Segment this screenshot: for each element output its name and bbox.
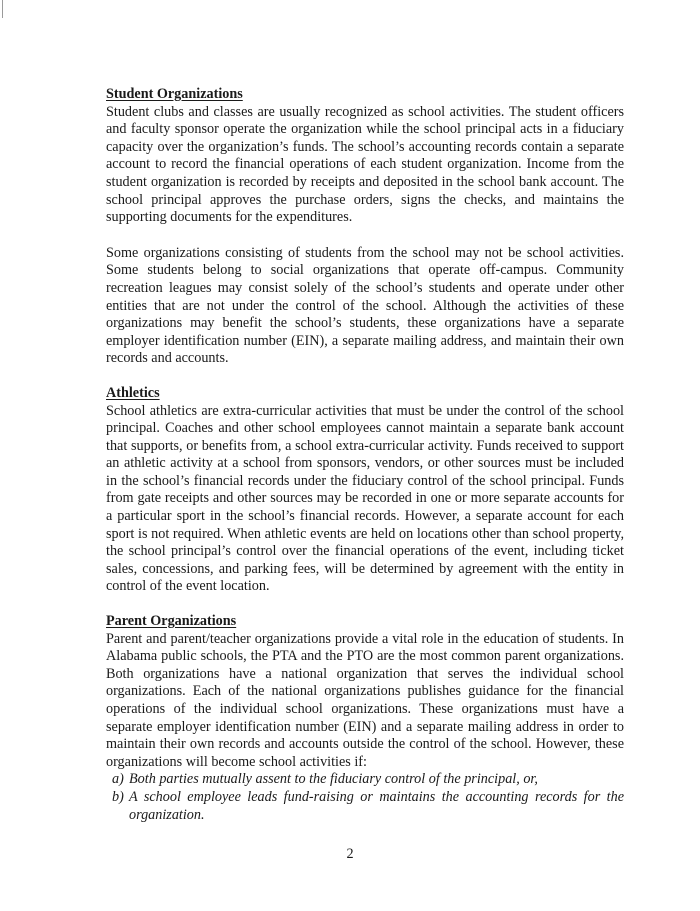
section-heading-student-organizations: Student Organizations xyxy=(106,86,243,102)
paragraph-athletics-1: School athletics are extra-curricular activities that must be under the control of the school principal. Coaches and other school employees cannot maintain a separate bank account that supports, or benefits from, a school extra-curricular activity. Funds received to support an athletic activity at a school from sponsors, vendors, or other sources must be included in the school’s financial records under the fiduciary control of the school principal. Funds from gate receipts and other sources may be recorded in one or more separate accounts for a particular sport in the school’s financial records. However, a separate account for each sport is not required. When athletic events are held on locations other than school property, the school principal’s control over the financial operations of the event, including ticket sales, concessions, and parking fees, will be determined by agreement with the entity in control of the event location. xyxy=(106,402,624,595)
list-item-text: Both parties mutually assent to the fiduciary control of the principal, or, xyxy=(129,771,538,788)
section-gap xyxy=(106,596,624,613)
section-gap xyxy=(106,368,624,385)
paragraph-student-orgs-1: Student clubs and classes are usually recognized as school activities. The student officers and faculty sponsor operate the organization while the school principal acts in a fiduciary capacity over the organization’s funds. The school’s accounting records contain a separate account to record the financial operations of each student organization. Income from the student organization is recorded by receipts and deposited in the school bank account. The school principal approves the purchase orders, signs the checks, and maintains the supporting documents for the expenditures. xyxy=(106,103,624,226)
section-heading-athletics: Athletics xyxy=(106,384,160,401)
section-parent-organizations xyxy=(106,613,624,824)
list-marker: b) xyxy=(112,788,124,805)
section-heading-parent-organizations: Parent Organizations xyxy=(106,613,237,630)
paragraph-student-orgs-2: Some organizations consisting of students from the school may not be school activities. Some students belong to social organizations that operate off-campus. Community recreation leagues may consist solely of the school’s students and operate under other entities that are not under the control of the school. Although the activities of these organizations may benefit the school’s students, these organizations have a separate employer identification number (EIN), a separate mailing address, and maintain their own records and accounts. xyxy=(106,244,624,367)
list-item xyxy=(106,789,624,824)
section-athletics xyxy=(106,385,624,596)
conditions-list xyxy=(106,771,624,824)
scan-edge-mark xyxy=(2,0,3,18)
section-student-organizations xyxy=(106,86,624,368)
list-marker: a) xyxy=(112,771,124,788)
list-item-text: A school employee leads fund-raising or maintains the accounting records for the organization. xyxy=(129,788,624,823)
paragraph-gap xyxy=(106,227,624,245)
page-content xyxy=(106,86,624,824)
list-item xyxy=(106,771,624,789)
paragraph-parent-orgs-1: Parent and parent/teacher organizations provide a vital role in the education of students. In Alabama public schools, the PTA and the PTO are the most common parent organizations. Both organizations have a national organization that serves the individual school organizations. Each of the national organizations publishes guidance for the financial operations of the individual school organizations. These organizations must have a separate employer identification number (EIN) and a separate mailing address in order to maintain their own records and accounts outside the control of the school. However, these organizations will become school activities if: xyxy=(106,630,624,770)
page-number: 2 xyxy=(346,846,354,862)
